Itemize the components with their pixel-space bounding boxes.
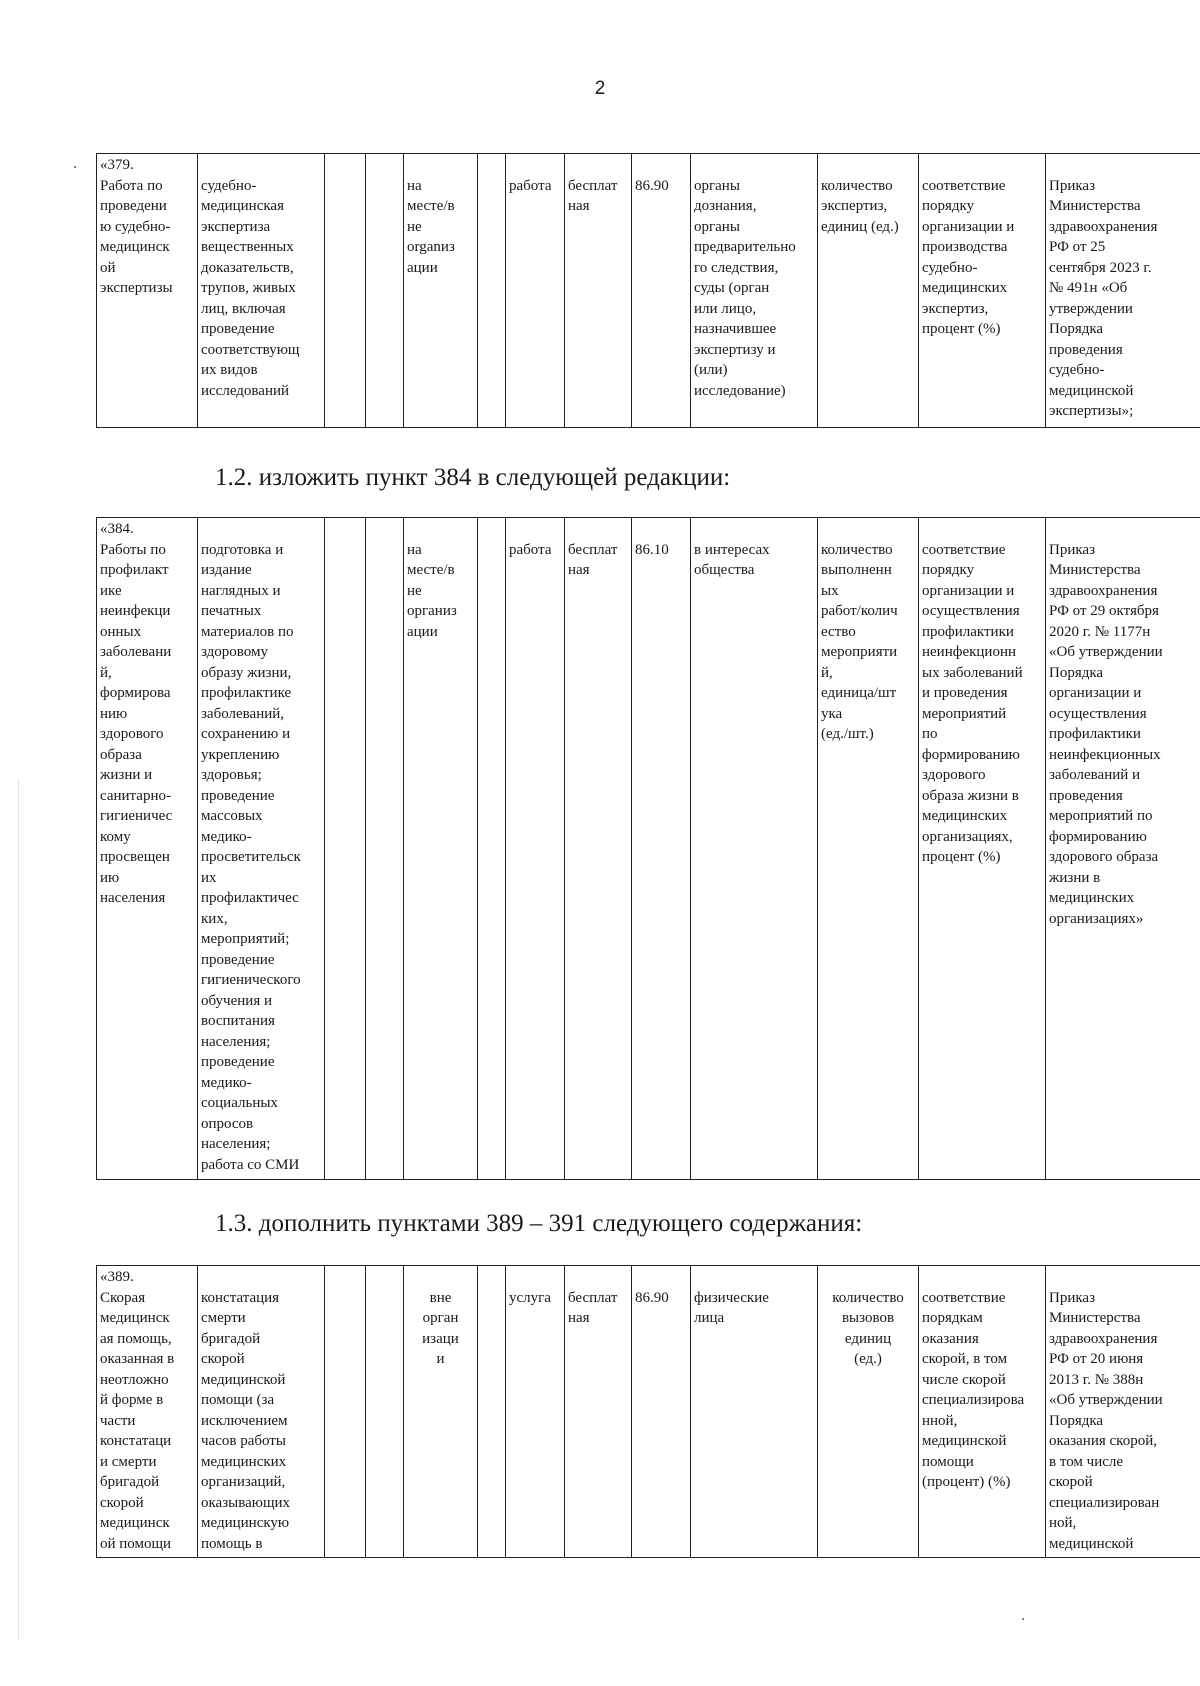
scan-speck bbox=[74, 166, 76, 168]
cell-empty bbox=[325, 518, 366, 1180]
page-number: 2 bbox=[594, 78, 606, 99]
cell-place: на месте/в не organиз ации bbox=[404, 154, 478, 428]
cell-empty bbox=[478, 518, 506, 1180]
cell-volume-indicator: количество экспертиз, единиц (ед.) bbox=[818, 154, 919, 428]
cell-consumers: органы дознания, органы предварительно го следствия, суды (орган или лицо, назначившее экспертизу и (или) исследование) bbox=[691, 154, 818, 428]
cell-okved: 86.90 bbox=[632, 154, 691, 428]
cell-empty bbox=[325, 1266, 366, 1558]
cell-legal-basis: Приказ Министерства здравоохранения РФ от 29 октября 2020 г. № 1177н «Об утверждении Порядка организации и осуществления профилактики неинфекционных заболеваний и проведения мероприятий по формированию здорового образа жизни в медицинских организациях» bbox=[1046, 518, 1200, 1180]
cell-type: работа bbox=[506, 518, 565, 1180]
table-row-384 bbox=[96, 517, 1200, 1180]
cell-empty bbox=[366, 518, 404, 1180]
cell-item-name: «389. Скорая медицинск ая помощь, оказанная в неотложно й форме в части констатаци и смерти бригадой скорой медицинск ой помощи bbox=[97, 1266, 198, 1558]
table-row bbox=[97, 1266, 1200, 1558]
cell-volume-indicator: количество вызовов единиц (ед.) bbox=[818, 1266, 919, 1558]
scan-edge-artifact bbox=[18, 780, 20, 1640]
cell-okved: 86.10 bbox=[632, 518, 691, 1180]
cell-legal-basis: Приказ Министерства здравоохранения РФ от 20 июня 2013 г. № 388н «Об утверждении Порядка оказания скорой, в том числе скорой специализирован ной, медицинской bbox=[1046, 1266, 1200, 1558]
scan-speck bbox=[1022, 1618, 1024, 1620]
cell-quality-indicator: соответствие порядку организации и производства судебно- медицинских экспертиз, процент (%) bbox=[919, 154, 1046, 428]
section-heading-1-2: 1.2. изложить пункт 384 в следующей редакции: bbox=[215, 464, 731, 491]
cell-quality-indicator: соответствие порядку организации и осуществления профилактики неинфекционн ых заболеваний и проведения мероприятий по формированию здорового образа жизни в медицинских организациях, процент (%) bbox=[919, 518, 1046, 1180]
cell-place: на месте/в не организ ации bbox=[404, 518, 478, 1180]
cell-empty bbox=[366, 1266, 404, 1558]
cell-content: судебно- медицинская экспертиза вещественных доказательств, трупов, живых лиц, включая проведение соответствующ их видов исследований bbox=[198, 154, 325, 428]
cell-type: работа bbox=[506, 154, 565, 428]
cell-content: констатация смерти бригадой скорой медицинской помощи (за исключением часов работы медицинских организаций, оказывающих медицинскую помощь в bbox=[198, 1266, 325, 1558]
table-row-389 bbox=[96, 1265, 1200, 1558]
cell-quality-indicator: соответствие порядкам оказания скорой, в том числе скорой специализирова нной, медицинской помощи (процент) (%) bbox=[919, 1266, 1046, 1558]
cell-empty bbox=[366, 154, 404, 428]
cell-content: подготовка и издание наглядных и печатных материалов по здоровому образу жизни, профилактике заболеваний, сохранению и укреплению здоровья; проведение массовых медико- просветительск их профилактичес ких, мероприятий; проведение гигиенического обучения и воспитания населения; проведение медико- социальных опросов населения; работа со СМИ bbox=[198, 518, 325, 1180]
cell-item-name: «379. Работа по проведени ю судебно- медицинск ой экспертизы bbox=[97, 154, 198, 428]
cell-payment: бесплат ная bbox=[565, 154, 632, 428]
table-row bbox=[97, 518, 1200, 1180]
cell-payment: бесплат ная bbox=[565, 518, 632, 1180]
cell-empty bbox=[478, 1266, 506, 1558]
table-row-379 bbox=[96, 153, 1200, 428]
cell-place: вне орган изаци и bbox=[404, 1266, 478, 1558]
table-row bbox=[97, 154, 1200, 428]
cell-empty bbox=[325, 154, 366, 428]
cell-consumers: в интересах общества bbox=[691, 518, 818, 1180]
cell-payment: бесплат ная bbox=[565, 1266, 632, 1558]
cell-empty bbox=[478, 154, 506, 428]
cell-consumers: физические лица bbox=[691, 1266, 818, 1558]
cell-item-name: «384. Работы по профилакт ике неинфекци онных заболевани й, формирова нию здорового образа жизни и санитарно- гигиеничес кому просвещен ию населения bbox=[97, 518, 198, 1180]
section-heading-1-3: 1.3. дополнить пунктами 389 – 391 следующего содержания: bbox=[215, 1210, 863, 1237]
cell-legal-basis: Приказ Министерства здравоохранения РФ от 25 сентября 2023 г. № 491н «Об утверждении Порядка проведения судебно- медицинской экспертизы»; bbox=[1046, 154, 1200, 428]
cell-type: услуга bbox=[506, 1266, 565, 1558]
cell-volume-indicator: количество выполненн ых работ/колич ество мероприяти й, единица/шт ука (ед./шт.) bbox=[818, 518, 919, 1180]
cell-okved: 86.90 bbox=[632, 1266, 691, 1558]
